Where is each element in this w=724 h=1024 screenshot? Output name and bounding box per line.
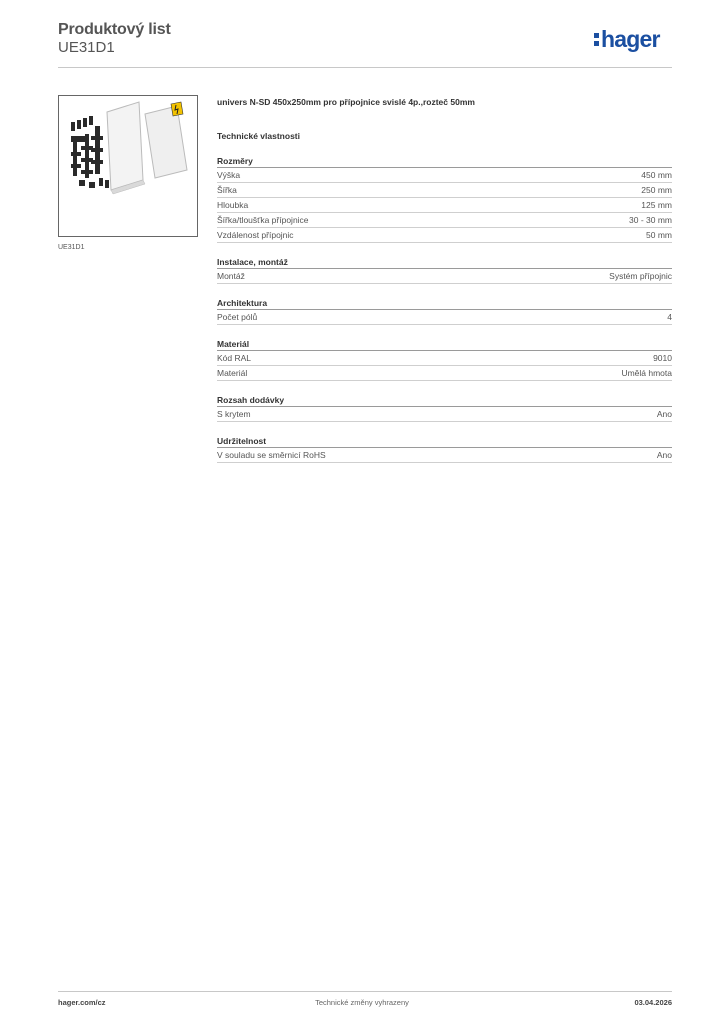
page-title: Produktový list: [58, 21, 171, 38]
spec-label: Hloubka: [217, 200, 249, 210]
spec-row: [217, 183, 672, 198]
section-title: Materiál: [217, 338, 672, 351]
section-title: Rozměry: [217, 155, 672, 168]
spec-value: 450 mm: [641, 170, 672, 180]
section-sustainability: [217, 435, 672, 463]
header-divider: [58, 67, 672, 68]
spec-row: [217, 168, 672, 183]
section-title: Architektura: [217, 297, 672, 310]
spec-row: [217, 351, 672, 366]
spec-value: 9010: [653, 353, 672, 363]
footer-disclaimer: Technické změny vyhrazeny: [315, 998, 409, 1007]
spec-row: [217, 448, 672, 463]
spec-row: [217, 198, 672, 213]
logo-text: hager: [601, 26, 660, 52]
spec-value: 125 mm: [641, 200, 672, 210]
image-caption: UE31D1: [58, 244, 85, 251]
spec-value: Umělá hmota: [621, 368, 672, 378]
spec-label: Šířka/tloušťka přípojnice: [217, 215, 309, 225]
product-code: UE31D1: [58, 39, 115, 56]
spec-label: Výška: [217, 170, 241, 180]
footer-date: 03.04.2026: [634, 998, 672, 1007]
technical-properties-heading: Technické vlastnosti: [217, 131, 300, 141]
spec-value: Systém přípojnic: [609, 271, 672, 281]
spec-label: Šířka: [217, 185, 237, 195]
spec-value: 50 mm: [646, 230, 672, 240]
hager-logo: [594, 28, 660, 51]
section-title: Udržitelnost: [217, 435, 672, 448]
product-details: [217, 96, 672, 463]
product-illustration-icon: [59, 96, 197, 236]
product-image: [58, 95, 198, 237]
logo-dots-icon: [594, 28, 599, 48]
section-dimensions: [217, 155, 672, 243]
spec-value: Ano: [656, 450, 672, 460]
spec-label: S krytem: [217, 409, 251, 419]
spec-value: Ano: [656, 409, 672, 419]
spec-label: Vzdálenost přípojnic: [217, 230, 294, 240]
section-architecture: [217, 297, 672, 325]
spec-row: [217, 269, 672, 284]
spec-row: [217, 407, 672, 422]
spec-row: [217, 366, 672, 381]
spec-label: Počet pólů: [217, 312, 258, 322]
section-scope-of-delivery: [217, 394, 672, 422]
spec-value: 250 mm: [641, 185, 672, 195]
product-description: univers N-SD 450x250mm pro přípojnice svislé 4p.,rozteč 50mm: [217, 97, 475, 107]
footer-website-link[interactable]: hager.com/cz: [58, 998, 106, 1007]
spec-value: 4: [667, 312, 672, 322]
spec-row: [217, 228, 672, 243]
section-title: Instalace, montáž: [217, 256, 672, 269]
section-title: Rozsah dodávky: [217, 394, 672, 407]
spec-label: Montáž: [217, 271, 245, 281]
spec-row: [217, 213, 672, 228]
footer-divider: [58, 991, 672, 992]
spec-label: V souladu se směrnicí RoHS: [217, 450, 326, 460]
section-material: [217, 338, 672, 381]
spec-value: 30 - 30 mm: [629, 215, 672, 225]
spec-label: Materiál: [217, 368, 248, 378]
spec-row: [217, 310, 672, 325]
spec-label: Kód RAL: [217, 353, 252, 363]
section-installation: [217, 256, 672, 284]
